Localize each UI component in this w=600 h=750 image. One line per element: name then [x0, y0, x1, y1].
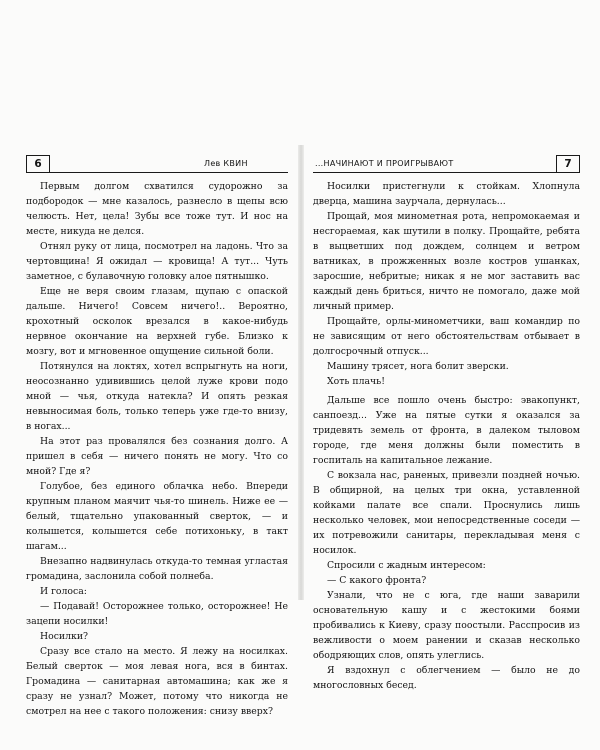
- right-page: [313, 155, 580, 693]
- left-page: [26, 155, 288, 719]
- paragraph: — С какого фронта?: [327, 575, 427, 586]
- paragraph: Сразу все стало на место. Я лежу на носилках. Белый сверток — моя левая нога, вся в бинтах. Громадина — санитарная автомашина; как же я сразу не узнал? Может, потому что никогда не смотрел на нее с такого положения: снизу вверх?: [26, 646, 288, 717]
- paragraph: — Подавай! Осторожнее только, осторожнее! Не зацепи носилки!: [26, 601, 288, 627]
- paragraph: И голоса:: [40, 586, 87, 597]
- paragraph: Еще не веря своим глазам, щупаю с опаской дальше. Ничего! Совсем ничего!.. Вероятно, крохотный осколок врезался в какое-нибудь нервное окончание на верхней губе. Близко к мозгу, вот и мгновенное ощущение сильной боли.: [26, 286, 288, 357]
- right-page-body: [313, 179, 580, 693]
- paragraph: Отнял руку от лица, посмотрел на ладонь. Что за чертовщина! Я ожидал — кровища! А тут... Чуть заметное, с булавочную головку алое пятнышко.: [26, 241, 288, 282]
- paragraph: Внезапно надвинулась откуда-то темная угластая громадина, заслонила собой полнеба.: [26, 556, 288, 582]
- paragraph: Я вздохнул с облегчением — было не до многословных бесед.: [313, 665, 580, 691]
- paragraph: Носилки пристегнули к стойкам. Хлопнула дверца, машина заурчала, дернулась...: [313, 181, 580, 207]
- right-page-header: [313, 155, 580, 173]
- book-gutter: [298, 145, 304, 600]
- paragraph: Прощайте, орлы-минометчики, ваш командир по не зависящим от него обстоятельствам отбывает в долгосрочный отпуск...: [313, 316, 580, 357]
- paragraph: Носилки?: [40, 631, 89, 642]
- paragraph: На этот раз провалялся без сознания долго. А пришел в себя — ничего понять не могу. Что со мной? Где я?: [26, 436, 288, 477]
- paragraph: Потянулся на локтях, хотел вспрыгнуть на ноги, неосознанно удивившись целой луже крови подо мной — чья, откуда натекла? И опять резкая невыносимая боль, только теперь уже где-то внизу, в ногах...: [26, 361, 288, 432]
- right-page-number: 7: [556, 155, 580, 172]
- left-page-number: 6: [26, 155, 50, 172]
- paragraph: Первым долгом схватился судорожно за подбородок — мне казалось, разнесло в щепы всю челюсть. Нет, цела! Зубы все тоже тут. И нос на месте, никуда не делся.: [26, 181, 288, 237]
- paragraph: Прощай, моя минометная рота, непромокаемая и несгораемая, как шутили в полку. Прощайте, ребята в выцветших под дождем, солнцем и ветром ватниках, в прожженных возле костров ушанках, заросшие, небритые; никак я не мог заставить вас каждый день бриться, ничто не помогало, даже мой личный пример.: [313, 211, 580, 312]
- paragraph: Хоть плачь!: [327, 376, 385, 387]
- paragraph: Спросили с жадным интересом:: [327, 560, 486, 571]
- left-running-head: Лев КВИН: [204, 159, 248, 168]
- paragraph: Голубое, без единого облачка небо. Впереди крупным планом маячит чья-то шинель. Ниже ее — белый, тщательно упакованный сверток, — и колышется, колышется себе потихоньку, в такт шагам...: [26, 481, 288, 552]
- paragraph: Машину трясет, нога болит зверски.: [327, 361, 509, 372]
- left-page-body: [26, 179, 288, 719]
- paragraph: Дальше все пошло очень быстро: эвакопункт, санпоезд... Уже на пятые сутки я оказался за тридевять земель от фронта, в далеком тыловом городе, где меня должны были поместить в госпиталь на капитальное лежание.: [313, 395, 580, 466]
- right-running-head: ...НАЧИНАЮТ И ПРОИГРЫВАЮТ: [315, 159, 454, 168]
- paragraph: С вокзала нас, раненых, привезли поздней ночью. В общирной, на целых три окна, уставленной койками палате все спали. Проснулись лишь несколько человек, мои непосредственные соседи — их потревожили санитары, перекладывая меня с носилок.: [313, 470, 580, 556]
- paragraph: Узнали, что не с юга, где наши заварили основательную кашу и с жестокими боями пробивались к Киеву, сразу поостыли. Расспросив из вежливости о моем ранении и сказав несколько ободряющих слов, опять улеглись.: [313, 590, 580, 661]
- left-page-header: [26, 155, 288, 173]
